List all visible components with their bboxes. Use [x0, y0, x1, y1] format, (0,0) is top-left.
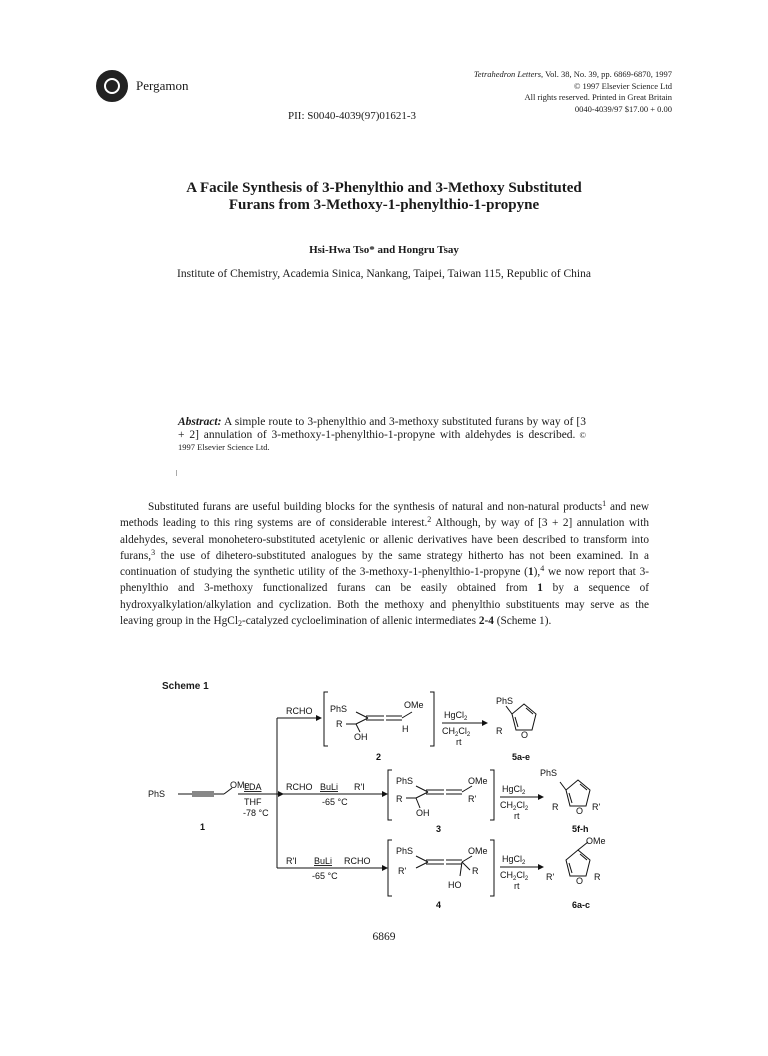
furan-5fh-r: R [552, 802, 559, 812]
solvent-text: Cl [516, 870, 525, 880]
body-text [120, 499, 649, 629]
int3-rprime: R' [468, 794, 477, 804]
body-segment: Substituted furans are useful building blocks for the synthesis of natural and non-natural products [148, 501, 603, 513]
publisher-name: Pergamon [136, 78, 189, 93]
furan-5fh-phs: PhS [540, 768, 558, 778]
int4-ome: OMe [468, 846, 488, 856]
reference-mark: 2 [427, 515, 432, 525]
abstract [178, 416, 586, 454]
catalyst-text: HgCl [502, 784, 523, 794]
subscript: 2 [237, 619, 242, 629]
reaction-scheme [140, 690, 660, 920]
int2-phs: PhS [330, 704, 348, 714]
journal-volume-pages: , Vol. 38, No. 39, pp. 6869-6870, 1997 [541, 69, 672, 79]
product-6ac-number: 6a-c [572, 900, 591, 910]
furan-5fh-rprime: R' [592, 802, 601, 812]
thf-solvent: THF [244, 797, 262, 807]
furan-5fh-o: O [576, 806, 584, 816]
bot-catalyst [502, 854, 526, 866]
top-catalyst [444, 710, 468, 722]
price-line: 0040-4039/97 $17.00 + 0.00 [574, 103, 672, 114]
mid-rcho-reagent: RCHO [286, 782, 313, 792]
furan-6ac-r: R [594, 872, 601, 882]
int4-r: R [472, 866, 479, 876]
furan-5ae-phs: PhS [496, 696, 514, 706]
scheme-lines [178, 692, 590, 896]
body-segment: -catalyzed cycloelimination of allenic intermediates [241, 615, 479, 628]
body-segment: and new methods leading to this ring systems are of considerable interest. [120, 501, 649, 530]
catalyst-text: HgCl [444, 710, 465, 720]
mid-catalyst [502, 784, 526, 796]
rights-line: All rights reserved. Printed in Great Britain [524, 92, 672, 102]
start-ome-label: OMe [230, 780, 250, 790]
mid-rprime-i-reagent: R'I [354, 782, 365, 792]
author-list: Hsi-Hwa Tso* and Hongru Tsay [309, 244, 459, 256]
solvent-subscript: 2 [513, 876, 517, 882]
margin-mark [176, 470, 177, 476]
product-5fh-number: 5f-h [572, 824, 589, 834]
temperature-start: -78 °C [243, 808, 269, 818]
affiliation: Institute of Chemistry, Academia Sinica, Nankang, Taipei, Taiwan 115, Republic of China [177, 268, 591, 280]
solvent-text: CH [442, 726, 455, 736]
article-title [80, 180, 688, 214]
furan-5ae-r: R [496, 726, 503, 736]
body-segment: the use of dihetero-substituted analogues by the same strategy hitherto has not been examined. In a continuation of studying the synthetic utility of the 3-methoxy-1-phenylthio-1-propyne ( [120, 549, 649, 579]
bot-temperature: -65 °C [312, 871, 338, 881]
mid-buli-reagent: BuLi [320, 782, 339, 792]
compound-1-number: 1 [200, 822, 206, 832]
solvent-text: CH [500, 870, 513, 880]
int3-oh: OH [416, 808, 430, 818]
compound-4-number: 4 [436, 900, 442, 910]
bot-rcho-reagent: RCHO [344, 856, 371, 866]
solvent-subscript: 2 [524, 876, 529, 882]
compound-number: 2-4 [478, 615, 494, 628]
bot-temperature-rt: rt [514, 881, 520, 891]
mid-temperature-rt: rt [514, 811, 520, 821]
int3-r: R [396, 794, 403, 804]
solvent-text: CH [500, 800, 513, 810]
int2-h: H [402, 724, 409, 734]
int4-phs: PhS [396, 846, 414, 856]
title-line-2: Furans from 3-Methoxy-1-phenylthio-1-propyne [228, 197, 540, 213]
journal-citation-block [474, 69, 672, 115]
body-segment: ), [533, 566, 541, 579]
int2-oh: OH [354, 732, 368, 742]
int4-ho: HO [448, 880, 462, 890]
bot-rprime-i-reagent: R'I [286, 856, 297, 866]
scheme-label: Scheme 1 [162, 681, 209, 692]
solvent-text: Cl [516, 800, 525, 810]
furan-5ae-o: O [521, 730, 529, 740]
top-rcho-reagent: RCHO [286, 706, 313, 716]
pii-identifier: PII: S0040-4039(97)01621-3 [288, 110, 417, 122]
paragraph-1 [120, 499, 649, 629]
page-number: 6869 [372, 931, 396, 943]
title-line-1: A Facile Synthesis of 3-Phenylthio and 3-Methoxy Substituted [186, 180, 582, 196]
solvent-text: Cl [458, 726, 467, 736]
copyright-line: © 1997 Elsevier Science Ltd [573, 80, 672, 91]
journal-name: Tetrahedron Letters [473, 69, 542, 79]
solvent-subscript: 2 [455, 732, 459, 738]
catalyst-subscript: 2 [522, 860, 526, 866]
catalyst-text: HgCl [502, 854, 523, 864]
bot-buli-reagent: BuLi [314, 856, 333, 866]
compound-number: 1 [527, 566, 534, 579]
pergamon-logo [96, 70, 128, 102]
catalyst-subscript: 2 [464, 716, 468, 722]
solvent-subscript: 2 [513, 806, 517, 812]
int2-r: R [336, 719, 343, 729]
int4-rprime: R' [398, 866, 407, 876]
lda-reagent: LDA [244, 782, 262, 792]
abstract-copyright: © 1997 Elsevier Science Ltd. [178, 429, 586, 452]
body-segment: Although, by way of [3 + 2] annulation with aldehydes, several monohetero-substituted acetylenic or allenic derivatives have been described to transform into furans, [120, 517, 649, 562]
start-phs-label: PhS [148, 789, 166, 799]
catalyst-subscript: 2 [522, 790, 526, 796]
furan-6ac-o: O [576, 876, 584, 886]
compound-2-number: 2 [376, 752, 382, 762]
int2-ome: OMe [404, 700, 424, 710]
reference-mark: 1 [602, 499, 607, 508]
int3-phs: PhS [396, 776, 414, 786]
reference-mark: 4 [540, 564, 545, 574]
body-segment: we now report that 3-phenylthio and 3-methoxy functionalized furans can be easily obtained from [120, 566, 649, 595]
body-segment: by a sequence of hydroxyalkylation/alkylation and cyclization. Both the methoxy and phenylthio substituents may serve as the leaving group in the HgCl [120, 582, 649, 628]
abstract-heading: Abstract: [178, 416, 222, 428]
reference-mark: 3 [151, 547, 156, 557]
compound-number: 1 [537, 582, 543, 595]
int3-ome: OMe [468, 776, 488, 786]
mid-temperature: -65 °C [322, 797, 348, 807]
journal-citation [474, 69, 672, 81]
abstract-text: A simple route to 3-phenylthio and 3-methoxy substituted furans by way of [3 + 2] annulation of 3-methoxy-1-phenylthio-1-propyne with aldehydes is described. [178, 416, 586, 441]
solvent-subscript: 2 [466, 732, 471, 738]
top-temperature: rt [456, 737, 462, 747]
body-segment: (Scheme 1). [493, 615, 552, 628]
furan-6ac-ome: OMe [586, 836, 606, 846]
furan-6ac-rprime: R' [546, 872, 555, 882]
solvent-subscript: 2 [524, 806, 529, 812]
compound-3-number: 3 [436, 824, 442, 834]
product-5ae-number: 5a-e [512, 752, 531, 762]
